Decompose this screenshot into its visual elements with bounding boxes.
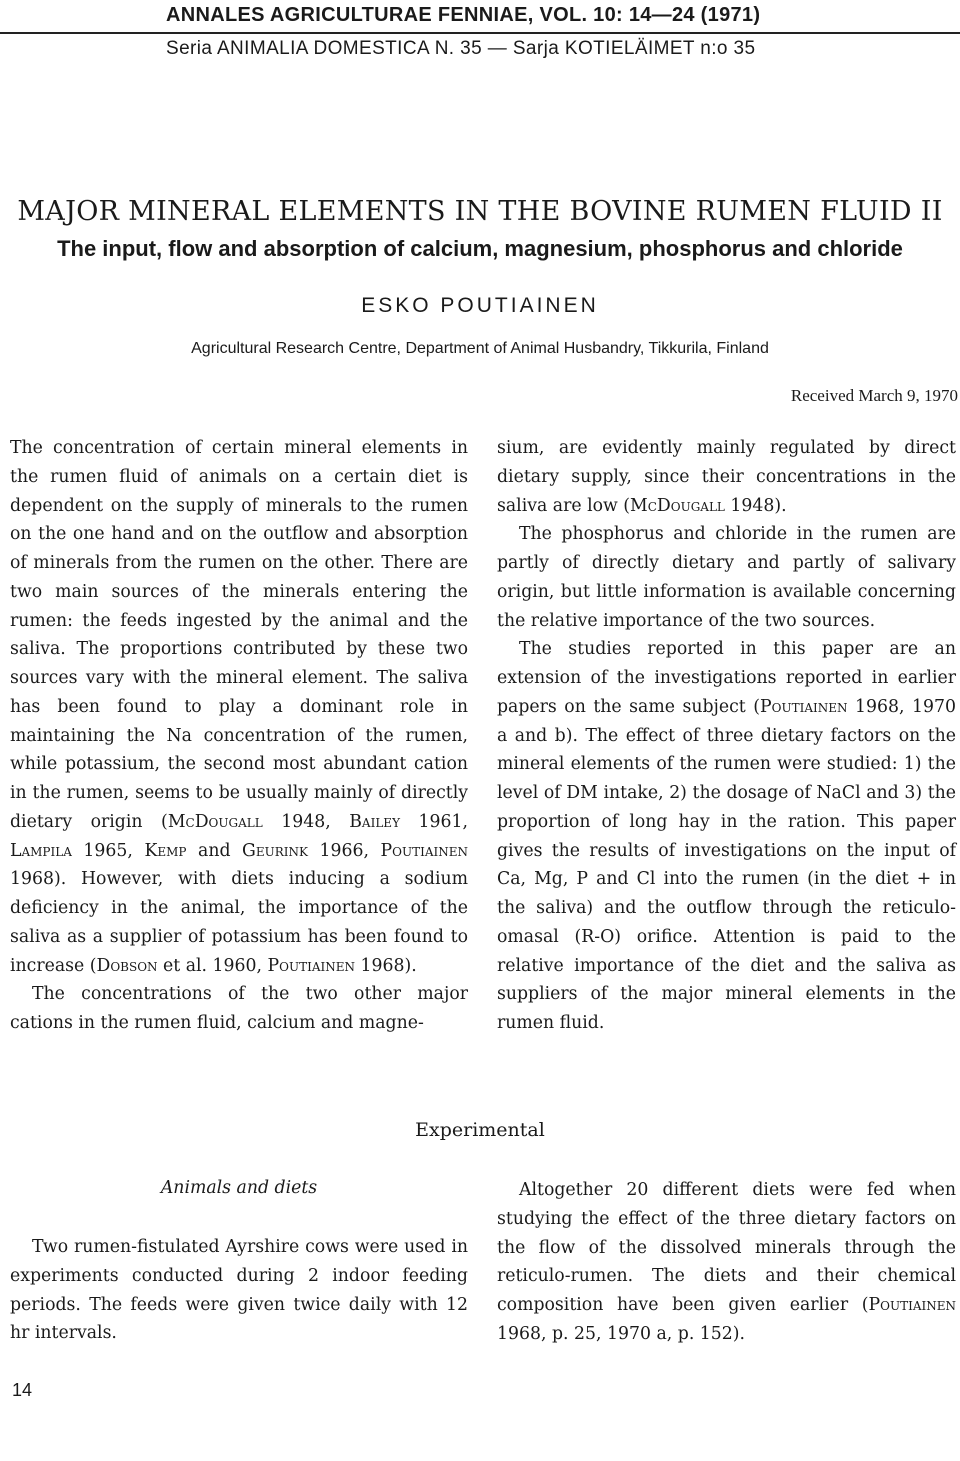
- citation-author: McDougall: [630, 495, 725, 516]
- received-date: Received March 9, 1970: [790, 386, 958, 405]
- author-affiliation: Agricultural Research Centre, Department of Animal Husbandry, Tikkurila, Finland: [191, 340, 769, 357]
- author-name: ESKO POUTIAINEN: [361, 294, 599, 317]
- intro-paragraph: The concentration of certain mineral elements in the rumen fluid of animals on a certain diet is dependent on the supply of minerals to the rumen on the one hand and on the outflow and absorption of minerals from the rumen on the other. There are two main sources of the minerals entering the rumen: the feeds ingested by the animal and the saliva. The proportions contributed by these two sources vary with the mineral element. The saliva has been found to play a dominant role in maintaining the Na concentration of the rumen, while potassium, the second most abundant cation in the rumen, seems to be usually mainly of directly dietary origin (McDougall 1948, Bailey 1961, Lampila 1965, Kemp and Geurink 1966, Poutiainen 1968). However, with diets inducing a sodium deficiency in the animal, the importance of the saliva as a supplier of potassium has been found to increase (Dobson et al. 1960, Poutiainen 1968).: [10, 438, 469, 976]
- page-number: 14: [12, 1380, 33, 1400]
- citation-author: Dobson: [96, 955, 158, 976]
- section-heading: Experimental: [415, 1119, 545, 1141]
- citation-author: Kemp: [144, 840, 187, 861]
- intro-paragraph: The studies reported in this paper are an extension of the investigations reported in earlier papers on the same subject (Poutiainen 1968, 1970 a and b). The effect of three dietary factors on the mineral elements of the rumen were studied: 1) the level of DM intake, 2) the dosage of NaCl and 3) the proportion of long hay in the ration. This paper gives the results of investigations on the input of Ca, Mg, P and Cl into the rumen (in the diet + in the saliva) and the outflow through the reticulo-omasal (R-O) orifice. Attention is paid to the relative importance of the diet and the saliva as suppliers of the major mineral elements in the rumen fluid.: [497, 639, 956, 1033]
- citation-author: Poutiainen: [267, 955, 355, 976]
- intro-paragraph: The phosphorus and chloride in the rumen are partly of directly dietary and partly of salivary origin, but little information is available concerning the relative importance of the two sources.: [497, 524, 956, 631]
- subsection-heading: Animals and diets: [160, 1178, 318, 1198]
- experimental-left-column: [10, 1233, 468, 1348]
- citation-author: Poutiainen: [760, 696, 848, 717]
- intro-paragraph: sium, are evidently mainly regulated by direct dietary supply, since their concentrations in the saliva are low (McDougall 1948).: [497, 438, 956, 516]
- citation-author: Poutiainen: [868, 1295, 956, 1315]
- experimental-right-column: [497, 1176, 956, 1349]
- intro-left-column: [10, 434, 468, 1038]
- intro-right-column: [497, 434, 956, 1038]
- header-rule: [0, 32, 960, 34]
- journal-header: ANNALES AGRICULTURAE FENNIAE, VOL. 10: 14—24 (1971): [166, 4, 761, 26]
- body-paragraph: Altogether 20 different diets were fed when studying the effect of the three dietary factors on the flow of the dissolved minerals through the reticulo-rumen. The diets and their chemical composition have been given earlier (Poutiainen 1968, p. 25, 1970 a, p. 152).: [497, 1180, 956, 1344]
- citation-author: Geurink: [242, 840, 308, 861]
- citation-author: McDougall: [167, 811, 263, 832]
- intro-paragraph: The concentrations of the two other major cations in the rumen fluid, calcium and magne-: [10, 984, 468, 1033]
- body-paragraph: Two rumen-fistulated Ayrshire cows were used in experiments conducted during 2 indoor feeding periods. The feeds were given twice daily with 12 hr intervals.: [10, 1237, 468, 1344]
- citation-author: Lampila: [10, 840, 72, 861]
- citation-author: Bailey: [349, 811, 400, 832]
- citation-author: Poutiainen: [380, 840, 469, 861]
- article-subtitle: The input, flow and absorption of calcium, magnesium, phosphorus and chloride: [57, 236, 903, 261]
- series-header: Seria ANIMALIA DOMESTICA N. 35 — Sarja KOTIELÄIMET n:o 35: [166, 38, 756, 59]
- article-title: MAJOR MINERAL ELEMENTS IN THE BOVINE RUMEN FLUID II: [17, 196, 943, 227]
